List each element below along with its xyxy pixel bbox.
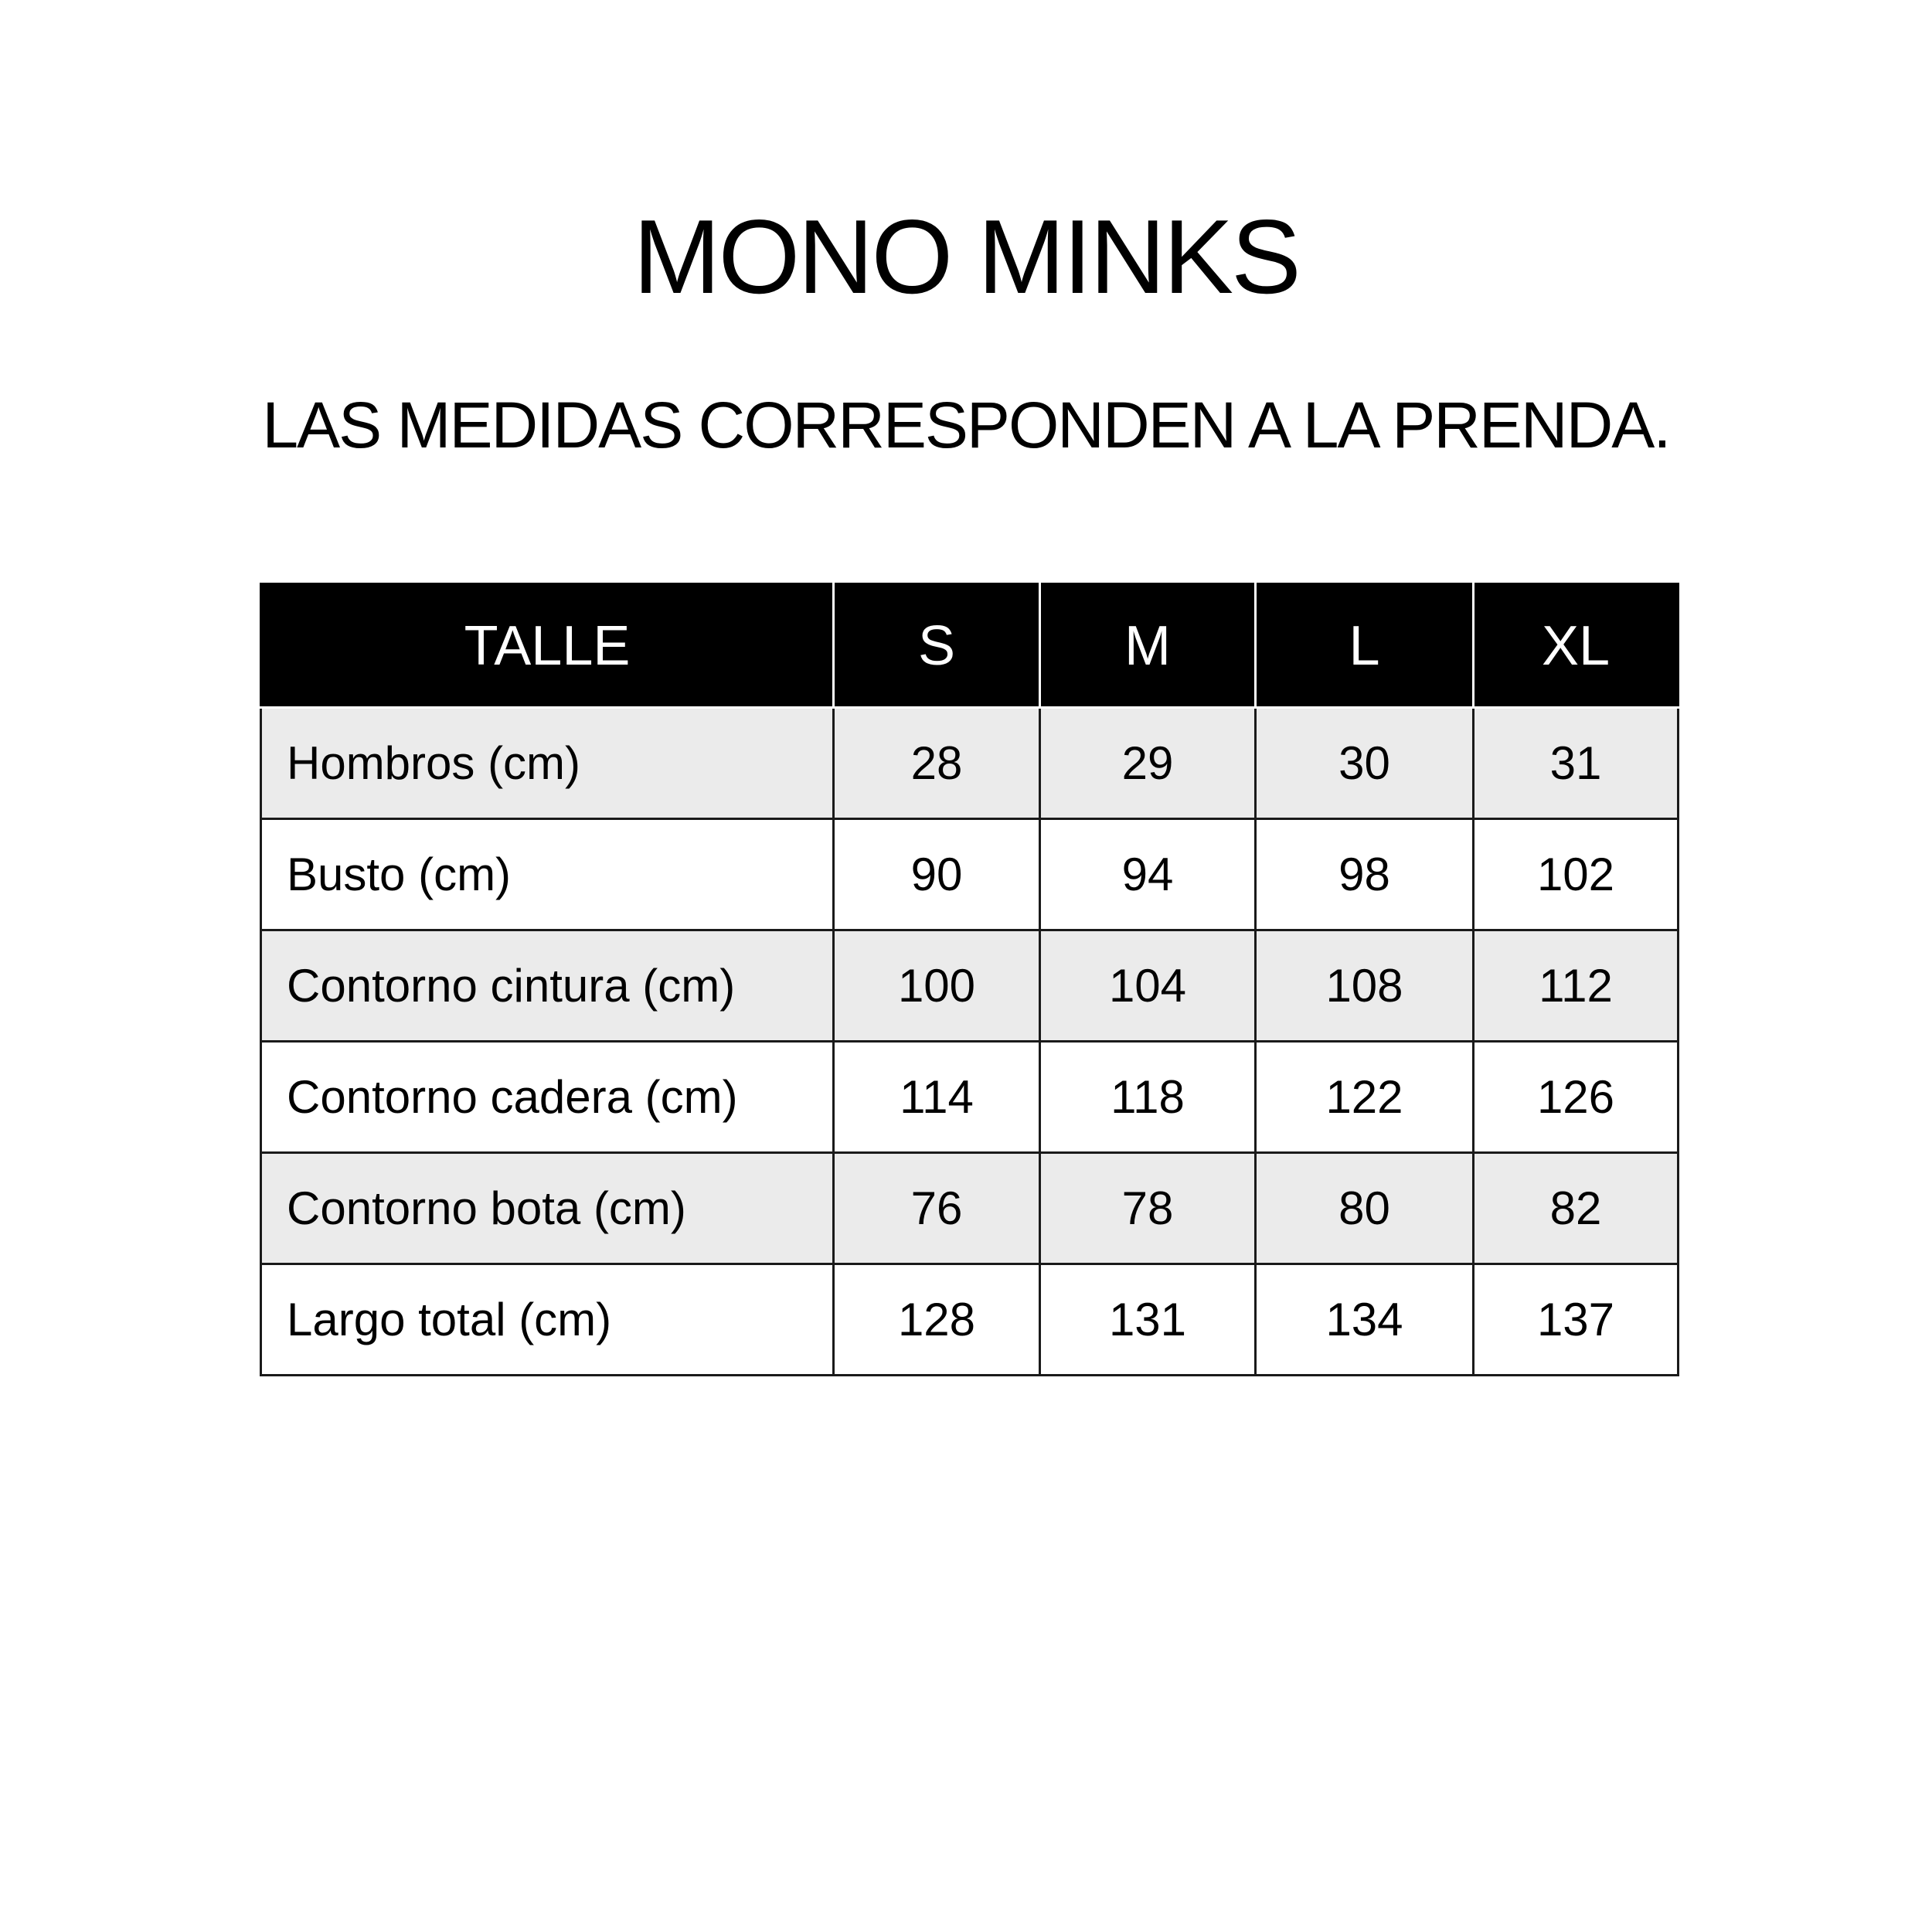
page-title: MONO MINKS (633, 198, 1299, 315)
row-label: Contorno cintura (cm) (261, 930, 834, 1042)
header-size-s: S (834, 584, 1040, 708)
cell-value: 100 (834, 930, 1040, 1042)
row-label: Busto (cm) (261, 819, 834, 930)
cell-value: 94 (1040, 819, 1256, 930)
cell-value: 28 (834, 708, 1040, 819)
cell-value: 31 (1474, 708, 1679, 819)
cell-value: 98 (1256, 819, 1474, 930)
table-row (261, 819, 1679, 930)
cell-value: 122 (1256, 1042, 1474, 1153)
cell-value: 128 (834, 1264, 1040, 1376)
cell-value: 126 (1474, 1042, 1679, 1153)
table-row (261, 1153, 1679, 1264)
table-row (261, 1264, 1679, 1376)
cell-value: 29 (1040, 708, 1256, 819)
header-talle: TALLE (261, 584, 834, 708)
table-row (261, 930, 1679, 1042)
cell-value: 118 (1040, 1042, 1256, 1153)
header-size-m: M (1040, 584, 1256, 708)
cell-value: 108 (1256, 930, 1474, 1042)
row-label: Contorno bota (cm) (261, 1153, 834, 1264)
cell-value: 134 (1256, 1264, 1474, 1376)
row-label: Contorno cadera (cm) (261, 1042, 834, 1153)
row-label: Hombros (cm) (261, 708, 834, 819)
size-table (260, 583, 1679, 1376)
cell-value: 78 (1040, 1153, 1256, 1264)
cell-value: 114 (834, 1042, 1040, 1153)
cell-value: 112 (1474, 930, 1679, 1042)
cell-value: 90 (834, 819, 1040, 930)
cell-value: 76 (834, 1153, 1040, 1264)
row-label: Largo total (cm) (261, 1264, 834, 1376)
cell-value: 30 (1256, 708, 1474, 819)
table-row (261, 1042, 1679, 1153)
cell-value: 102 (1474, 819, 1679, 930)
page-subtitle: LAS MEDIDAS CORRESPONDEN A LA PRENDA. (262, 389, 1670, 461)
cell-value: 131 (1040, 1264, 1256, 1376)
cell-value: 137 (1474, 1264, 1679, 1376)
header-size-l: L (1256, 584, 1474, 708)
cell-value: 82 (1474, 1153, 1679, 1264)
cell-value: 104 (1040, 930, 1256, 1042)
header-size-xl: XL (1474, 584, 1679, 708)
table-row (261, 708, 1679, 819)
cell-value: 80 (1256, 1153, 1474, 1264)
table-header-row (261, 584, 1679, 708)
